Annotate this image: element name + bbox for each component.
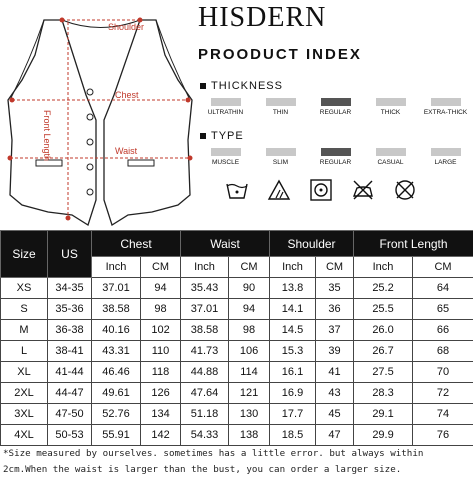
table-cell: 102: [141, 320, 181, 341]
table-cell: 70: [413, 362, 473, 383]
table-cell: 47-50: [48, 404, 92, 425]
type-option: [253, 148, 308, 166]
table-cell: 43.31: [92, 341, 141, 362]
table-cell: 15.3: [270, 341, 316, 362]
size-chart-body: [1, 278, 473, 446]
table-cell: 72: [413, 383, 473, 404]
table-cell: 41.73: [181, 341, 229, 362]
thickness-scale: [198, 98, 473, 116]
size-note-line: 2cm.When the waist is larger than the bust, you can order a larger size.: [3, 464, 402, 475]
type-option-label: REGULAR: [319, 159, 352, 166]
table-cell: 29.1: [354, 404, 413, 425]
table-cell: 90: [229, 278, 270, 299]
table-cell: 47: [316, 425, 354, 446]
header-chest: Chest: [92, 231, 181, 257]
type-bar: [376, 148, 406, 156]
table-cell: 138: [229, 425, 270, 446]
header-front-length: Front Length: [354, 231, 473, 257]
unit-cm: CM: [316, 257, 354, 278]
bullet-icon: [200, 83, 206, 89]
brand-logo: HISDERN: [198, 2, 327, 33]
thickness-option: [198, 98, 253, 116]
header-shoulder: Shoulder: [270, 231, 354, 257]
type-option-label: CASUAL: [377, 159, 404, 166]
table-cell: 45: [316, 404, 354, 425]
unit-inch: Inch: [181, 257, 229, 278]
table-cell: 36-38: [48, 320, 92, 341]
thickness-option: [308, 98, 363, 116]
table-row: [1, 404, 473, 425]
type-bar: [321, 148, 351, 156]
table-cell: 114: [229, 362, 270, 383]
table-cell: 110: [141, 341, 181, 362]
table-cell: 41: [316, 362, 354, 383]
table-row: [1, 383, 473, 404]
table-cell: 106: [229, 341, 270, 362]
table-cell: 52.76: [92, 404, 141, 425]
table-cell: 25.5: [354, 299, 413, 320]
table-row: [1, 362, 473, 383]
table-row: [1, 299, 473, 320]
table-cell: 49.61: [92, 383, 141, 404]
table-cell: 134: [141, 404, 181, 425]
table-cell: 38.58: [181, 320, 229, 341]
table-cell: XS: [1, 278, 48, 299]
type-option: [308, 148, 363, 166]
table-cell: 35-36: [48, 299, 92, 320]
thickness-option: [363, 98, 418, 116]
table-cell: 18.5: [270, 425, 316, 446]
table-cell: 94: [229, 299, 270, 320]
table-cell: 35.43: [181, 278, 229, 299]
header-us: US: [48, 231, 92, 278]
table-cell: 14.1: [270, 299, 316, 320]
table-row: [1, 341, 473, 362]
table-cell: 37.01: [181, 299, 229, 320]
table-row: [1, 425, 473, 446]
table-cell: 34-35: [48, 278, 92, 299]
table-cell: 51.18: [181, 404, 229, 425]
table-cell: 44.88: [181, 362, 229, 383]
table-cell: 2XL: [1, 383, 48, 404]
table-cell: 28.3: [354, 383, 413, 404]
thickness-option-label: REGULAR: [319, 109, 352, 116]
table-cell: 126: [141, 383, 181, 404]
do-not-dry-clean-icon: [393, 178, 417, 202]
type-option-label: LARGE: [434, 159, 457, 166]
table-cell: 16.1: [270, 362, 316, 383]
type-bar: [211, 148, 241, 156]
thickness-option-label: THIN: [272, 109, 289, 116]
type-heading: [200, 130, 244, 142]
unit-inch: Inch: [354, 257, 413, 278]
table-cell: 55.91: [92, 425, 141, 446]
table-cell: 74: [413, 404, 473, 425]
unit-cm: CM: [413, 257, 473, 278]
type-option: [418, 148, 473, 166]
unit-inch: Inch: [270, 257, 316, 278]
thickness-bar: [376, 98, 406, 106]
table-cell: 118: [141, 362, 181, 383]
table-row: [1, 278, 473, 299]
table-cell: 65: [413, 299, 473, 320]
vest-diagram: [0, 0, 200, 230]
thickness-bar: [431, 98, 461, 106]
table-cell: 66: [413, 320, 473, 341]
table-cell: 26.0: [354, 320, 413, 341]
type-option-label: SLIM: [272, 159, 289, 166]
thickness-bar: [211, 98, 241, 106]
thickness-bar: [266, 98, 296, 106]
table-cell: 29.9: [354, 425, 413, 446]
bleach-triangle-icon: [267, 178, 291, 202]
table-cell: 54.33: [181, 425, 229, 446]
type-option: [198, 148, 253, 166]
table-cell: L: [1, 341, 48, 362]
table-row: [1, 320, 473, 341]
table-cell: 26.7: [354, 341, 413, 362]
product-index-title: PROODUCT INDEX: [198, 46, 362, 63]
table-cell: 46.46: [92, 362, 141, 383]
type-scale: [198, 148, 473, 166]
table-cell: 4XL: [1, 425, 48, 446]
table-cell: 13.8: [270, 278, 316, 299]
thickness-option-label: ULTRATHIN: [207, 109, 244, 116]
table-cell: 14.5: [270, 320, 316, 341]
front-length-label: Front Length: [42, 110, 52, 162]
bullet-icon: [200, 133, 206, 139]
table-cell: 40.16: [92, 320, 141, 341]
table-cell: S: [1, 299, 48, 320]
unit-cm: CM: [229, 257, 270, 278]
table-cell: 16.9: [270, 383, 316, 404]
table-cell: 47.64: [181, 383, 229, 404]
size-note-line: *Size measured by ourselves. sometimes has a little error. but always within: [3, 448, 424, 459]
table-cell: 94: [141, 278, 181, 299]
table-cell: XL: [1, 362, 48, 383]
unit-cm: CM: [141, 257, 181, 278]
table-cell: 43: [316, 383, 354, 404]
table-cell: 98: [141, 299, 181, 320]
vest-outline: [0, 0, 200, 230]
thickness-option: [253, 98, 308, 116]
type-bar: [431, 148, 461, 156]
table-cell: 130: [229, 404, 270, 425]
header-size: Size: [1, 231, 48, 278]
table-cell: 39: [316, 341, 354, 362]
size-chart-table: [0, 230, 473, 446]
table-cell: 44-47: [48, 383, 92, 404]
waist-label: Waist: [115, 146, 138, 156]
table-cell: 38-41: [48, 341, 92, 362]
table-cell: 76: [413, 425, 473, 446]
type-option-label: MUSCLE: [211, 159, 240, 166]
shoulder-label: Shoulder: [108, 22, 145, 32]
tumble-dry-icon: [309, 178, 333, 202]
table-cell: 27.5: [354, 362, 413, 383]
thickness-bar: [321, 98, 351, 106]
type-option: [363, 148, 418, 166]
table-cell: 68: [413, 341, 473, 362]
thickness-heading: [200, 80, 283, 92]
table-cell: 17.7: [270, 404, 316, 425]
type-heading-text: TYPE: [211, 130, 244, 142]
table-cell: 38.58: [92, 299, 141, 320]
table-cell: 64: [413, 278, 473, 299]
thickness-heading-text: THICKNESS: [211, 80, 283, 92]
thickness-option-label: THICK: [380, 109, 401, 116]
hand-wash-icon: [225, 178, 249, 202]
table-cell: 50-53: [48, 425, 92, 446]
unit-inch: Inch: [92, 257, 141, 278]
thickness-option: [418, 98, 473, 116]
chest-label: Chest: [115, 90, 139, 100]
table-cell: 37.01: [92, 278, 141, 299]
size-note: [3, 446, 471, 478]
header-waist: Waist: [181, 231, 270, 257]
table-cell: 3XL: [1, 404, 48, 425]
table-cell: 41-44: [48, 362, 92, 383]
table-cell: 35: [316, 278, 354, 299]
do-not-iron-icon: [351, 178, 375, 202]
table-cell: 142: [141, 425, 181, 446]
table-cell: 98: [229, 320, 270, 341]
table-cell: 121: [229, 383, 270, 404]
type-bar: [266, 148, 296, 156]
thickness-option-label: EXTRA-THICK: [423, 109, 468, 116]
table-cell: 37: [316, 320, 354, 341]
care-icons: [225, 178, 417, 202]
table-cell: 25.2: [354, 278, 413, 299]
table-cell: 36: [316, 299, 354, 320]
table-cell: M: [1, 320, 48, 341]
